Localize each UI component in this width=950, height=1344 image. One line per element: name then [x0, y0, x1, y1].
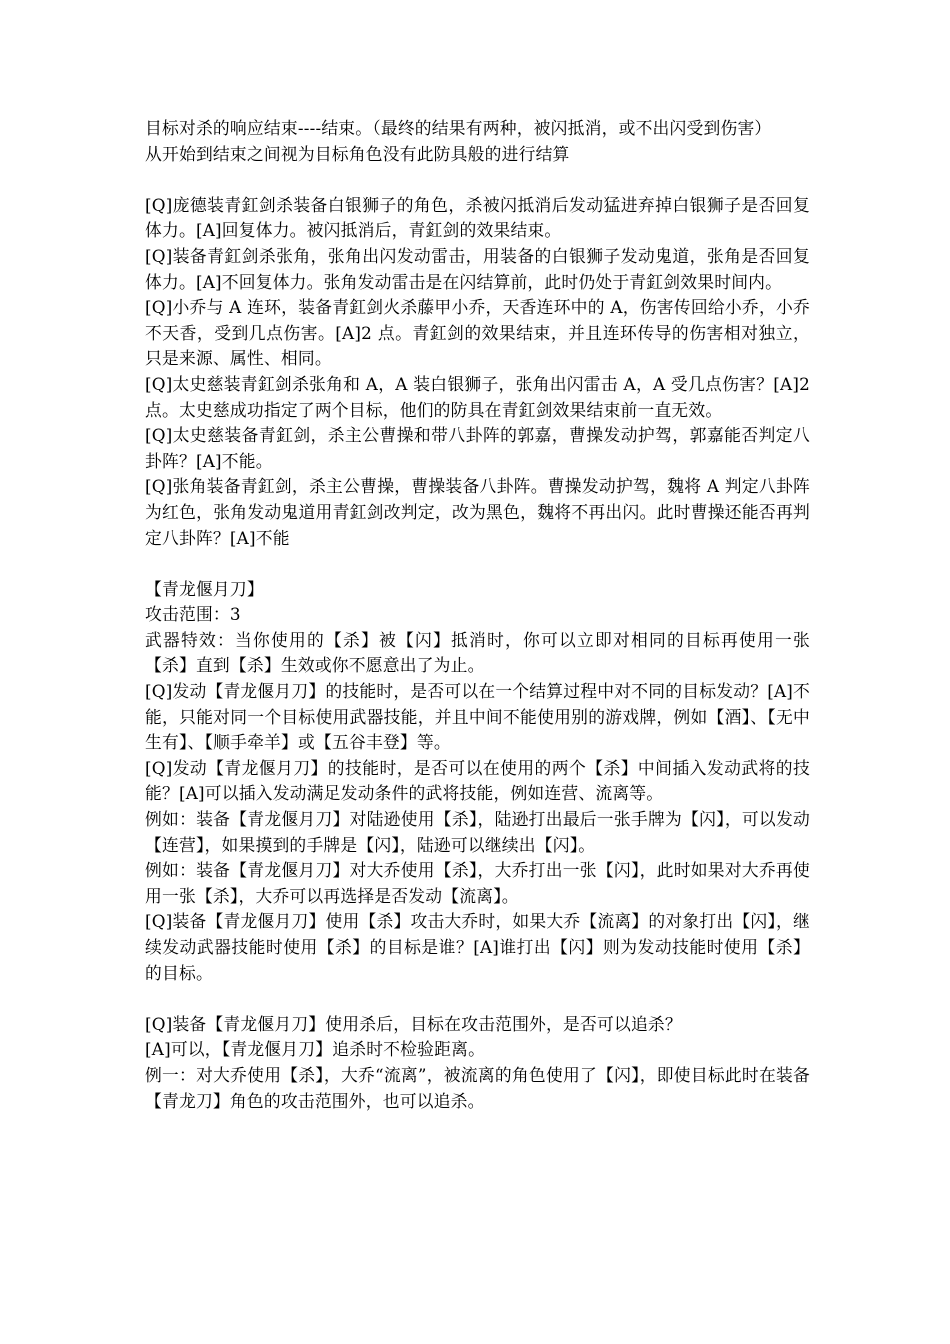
qa-paragraph: [Q]发动【青龙偃月刀】的技能时，是否可以在使用的两个【杀】中间插入发动武将的技能？[A]可以插入发动满足发动条件的武将技能，例如连营、流离等。	[145, 757, 810, 804]
example-paragraph: 例一：对大乔使用【杀】，大乔“流离”，被流离的角色使用了【闪】，即使目标此时在装备【青龙刀】角色的攻击范围外，也可以追杀。	[145, 1064, 810, 1111]
attack-range: 攻击范围：3	[145, 604, 241, 625]
example-paragraph: 例如：装备【青龙偃月刀】对大乔使用【杀】，大乔打出一张【闪】，此时如果对大乔再使用一张【杀】，大乔可以再选择是否发动【流离】。	[145, 860, 810, 906]
qa-paragraph: [A]可以，【青龙偃月刀】追杀时不检验距离。	[145, 1039, 486, 1060]
qa-paragraph: [Q]太史慈装备青釭剑，杀主公曹操和带八卦阵的郭嘉，曹操发动护驾，郭嘉能否判定八卦阵？[A]不能。	[145, 425, 810, 471]
section-heading: 【青龙偃月刀】	[145, 578, 264, 599]
qa-paragraph: [Q]小乔与 A 连环，装备青釭剑火杀藤甲小乔，天香连环中的 A，伤害传回给小乔，小乔不天香，受到几点伤害。[A]2 点。青釭剑的效果结束，并且连环传导的伤害相对独立，只是来源、属性、相同。	[145, 297, 810, 369]
qa-paragraph: [Q]装备【青龙偃月刀】使用【杀】攻击大乔时，如果大乔【流离】的对象打出【闪】，继续发动武器技能时使用【杀】的目标是谁？[A]谁打出【闪】则为发动技能时使用【杀】的目标。	[145, 911, 810, 983]
qa-paragraph: [Q]太史慈装青釭剑杀张角和 A，A 装白银狮子，张角出闪雷击 A，A 受几点伤害？[A]2 点。太史慈成功指定了两个目标，他们的防具在青釭剑效果结束前一直无效。	[145, 373, 810, 420]
qa-paragraph: [Q]装备青釭剑杀张角，张角出闪发动雷击，用装备的白银狮子发动鬼道，张角是否回复体力。[A]不回复体力。张角发动雷击是在闪结算前，此时仍处于青釭剑效果时间内。	[145, 245, 810, 292]
document-page	[145, 116, 810, 1114]
example-paragraph: 例如：装备【青龙偃月刀】对陆逊使用【杀】，陆逊打出最后一张手牌为【闪】，可以发动【连营】，如果摸到的手牌是【闪】，陆逊可以继续出【闪】。	[145, 809, 810, 855]
qa-paragraph: [Q]发动【青龙偃月刀】的技能时，是否可以在一个结算过程中对不同的目标发动？[A]不能，只能对同一个目标使用武器技能，并且中间不能使用别的游戏牌，例如【酒】、【无中生有】、【顺手牵羊】或【五谷丰登】等。	[145, 681, 810, 753]
paragraph-gap	[145, 551, 810, 577]
qa-paragraph: [Q]装备【青龙偃月刀】使用杀后，目标在攻击范围外，是否可以追杀？	[145, 1013, 682, 1034]
paragraph-gap	[145, 167, 810, 193]
text-paragraph: 从开始到结束之间视为目标角色没有此防具般的进行结算	[145, 143, 570, 164]
qa-paragraph: [Q]庞德装青釭剑杀装备白银狮子的角色，杀被闪抵消后发动猛进弃掉白银狮子是否回复体力。[A]回复体力。被闪抵消后，青釭剑的效果结束。	[145, 194, 810, 241]
paragraph-gap	[145, 986, 810, 1012]
qa-paragraph: [Q]张角装备青釭剑，杀主公曹操，曹操装备八卦阵。曹操发动护驾，魏将 A 判定八卦阵为红色，张角发动鬼道用青釭剑改判定，改为黑色，魏将不再出闪。此时曹操还能否再判定八卦阵？[A]不能	[145, 476, 810, 548]
weapon-effect: 武器特效：当你使用的【杀】被【闪】抵消时，你可以立即对相同的目标再使用一张【杀】直到【杀】生效或你不愿意出了为止。	[145, 629, 810, 676]
text-paragraph: 目标对杀的响应结束----结束。（最终的结果有两种，被闪抵消，或不出闪受到伤害）	[145, 118, 772, 138]
